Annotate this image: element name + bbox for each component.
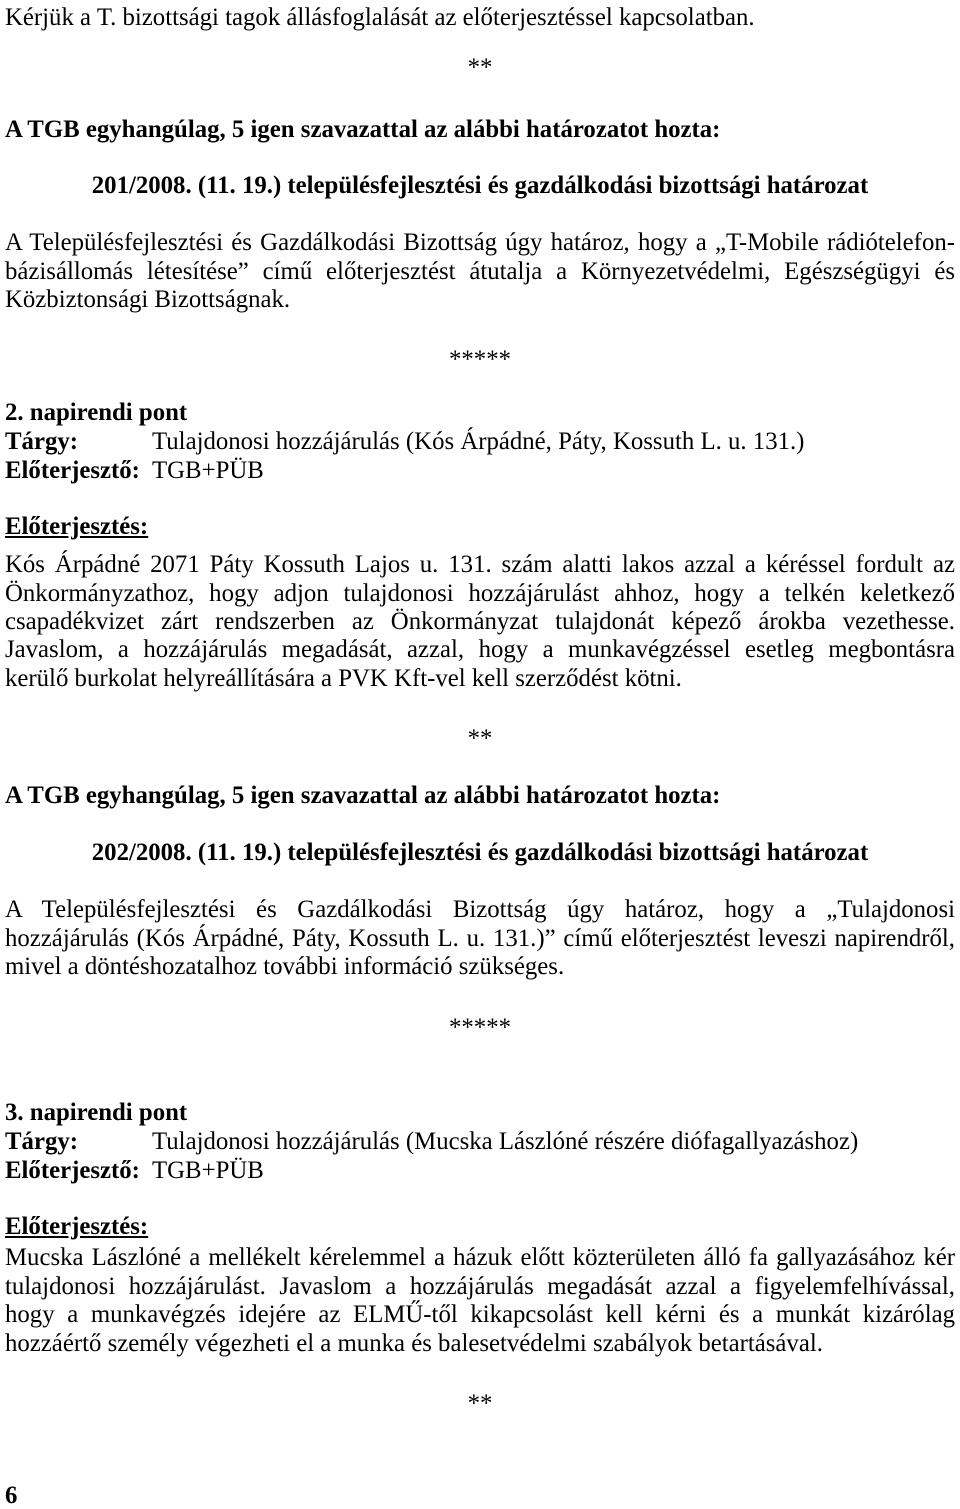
presenter-label: Előterjesztő:: [5, 1157, 140, 1184]
proposal-text-line: tulajdonosi hozzájárulást. Javaslom a hozzájárulás megadását azzal a figyelemfelhívással,: [5, 1273, 955, 1300]
subject-row: [5, 427, 955, 456]
proposal-text-line: Kós Árpádné 2071 Páty Kossuth Lajos u. 131. szám alatti lakos azzal a kéréssel fordult az: [5, 551, 955, 578]
presenter-text: TGB+PÜB: [152, 1157, 264, 1184]
separator: *****: [449, 1014, 511, 1041]
resolution-text-line: A Településfejlesztési és Gazdálkodási Bizottság úgy határoz, hogy a „Tulajdonosi: [5, 896, 955, 923]
separator: *****: [449, 346, 511, 373]
proposal-text-line: Javaslom, a hozzájárulás megadását, azzal, hogy a munkavégzéssel esetleg megbontásra: [5, 636, 955, 663]
proposal-label: Előterjesztés:: [5, 513, 149, 540]
subject-text: Tulajdonosi hozzájárulás (Mucska Lászlóné részére diófagallyazáshoz): [152, 1128, 859, 1155]
proposal-text-line: kerülő burkolat helyreállítására a PVK Kft-vel kell szerződést kötni.: [5, 665, 682, 692]
resolution-text-line: bázisállomás létesítése” című előterjesztést átutalja a Környezetvédelmi, Egészségügyi és: [5, 258, 955, 285]
subject-row: [5, 1127, 955, 1156]
resolution-title: 201/2008. (11. 19.) településfejlesztési és gazdálkodási bizottsági határozat: [91, 172, 869, 199]
presenter-row: [5, 1156, 955, 1185]
proposal-label-row: [5, 1212, 955, 1241]
resolution-text-line: mivel a döntéshozatalhoz további információ szükséges.: [5, 953, 565, 980]
proposal-label: Előterjesztés:: [5, 1213, 149, 1240]
subject-text: Tulajdonosi hozzájárulás (Kós Árpádné, Páty, Kossuth L. u. 131.): [152, 428, 805, 455]
resolution-text-line: hozzájárulás (Kós Árpádné, Páty, Kossuth L. u. 131.)” című előterjesztést leveszi napirendről,: [5, 925, 955, 952]
proposal-text-line: hogy a munkavégzés idejére az ELMŰ-től kikapcsolást kell kérni és a munkát kizárólag: [5, 1301, 955, 1328]
presenter-text: TGB+PÜB: [152, 457, 264, 484]
vote-line: A TGB egyhangúlag, 5 igen szavazattal az alábbi határozatot hozta:: [5, 116, 721, 143]
separator: **: [467, 725, 493, 752]
proposal-text-line: Önkormányzathoz, hogy adjon tulajdonosi hozzájárulást ahhoz, hogy a telkén keletkező: [5, 580, 955, 607]
request-line: Kérjük a T. bizottsági tagok állásfoglalását az előterjesztéssel kapcsolatban.: [5, 4, 755, 31]
separator: **: [467, 1390, 493, 1417]
resolution-title: 202/2008. (11. 19.) településfejlesztési és gazdálkodási bizottsági határozat: [91, 839, 869, 866]
presenter-row: [5, 456, 955, 485]
presenter-label: Előterjesztő:: [5, 457, 140, 484]
resolution-text-line: A Településfejlesztési és Gazdálkodási Bizottság úgy határoz, hogy a „T-Mobile rádiótelefon-: [5, 229, 955, 256]
proposal-label-row: [5, 512, 955, 541]
separator: **: [467, 54, 493, 81]
agenda-heading: 3. napirendi pont: [5, 1099, 188, 1126]
proposal-text-line: hozzáértő személy végezheti el a munka és balesetvédelmi szabályok betartásával.: [5, 1330, 823, 1357]
subject-label: Tárgy:: [5, 1128, 78, 1155]
proposal-text-line: Mucska Lászlóné a mellékelt kérelemmel a házuk előtt közterületen álló fa gallyazásához kér: [5, 1244, 955, 1271]
proposal-text-line: csapadékvizet zárt rendszerben az Önkormányzat tulajdonát képező árokba vezethesse.: [5, 608, 955, 635]
agenda-heading: 2. napirendi pont: [5, 399, 188, 426]
subject-label: Tárgy:: [5, 428, 78, 455]
resolution-text-line: Közbiztonsági Bizottságnak.: [5, 286, 291, 313]
page-number: 6: [5, 1483, 18, 1508]
vote-line: A TGB egyhangúlag, 5 igen szavazattal az alábbi határozatot hozta:: [5, 782, 721, 809]
